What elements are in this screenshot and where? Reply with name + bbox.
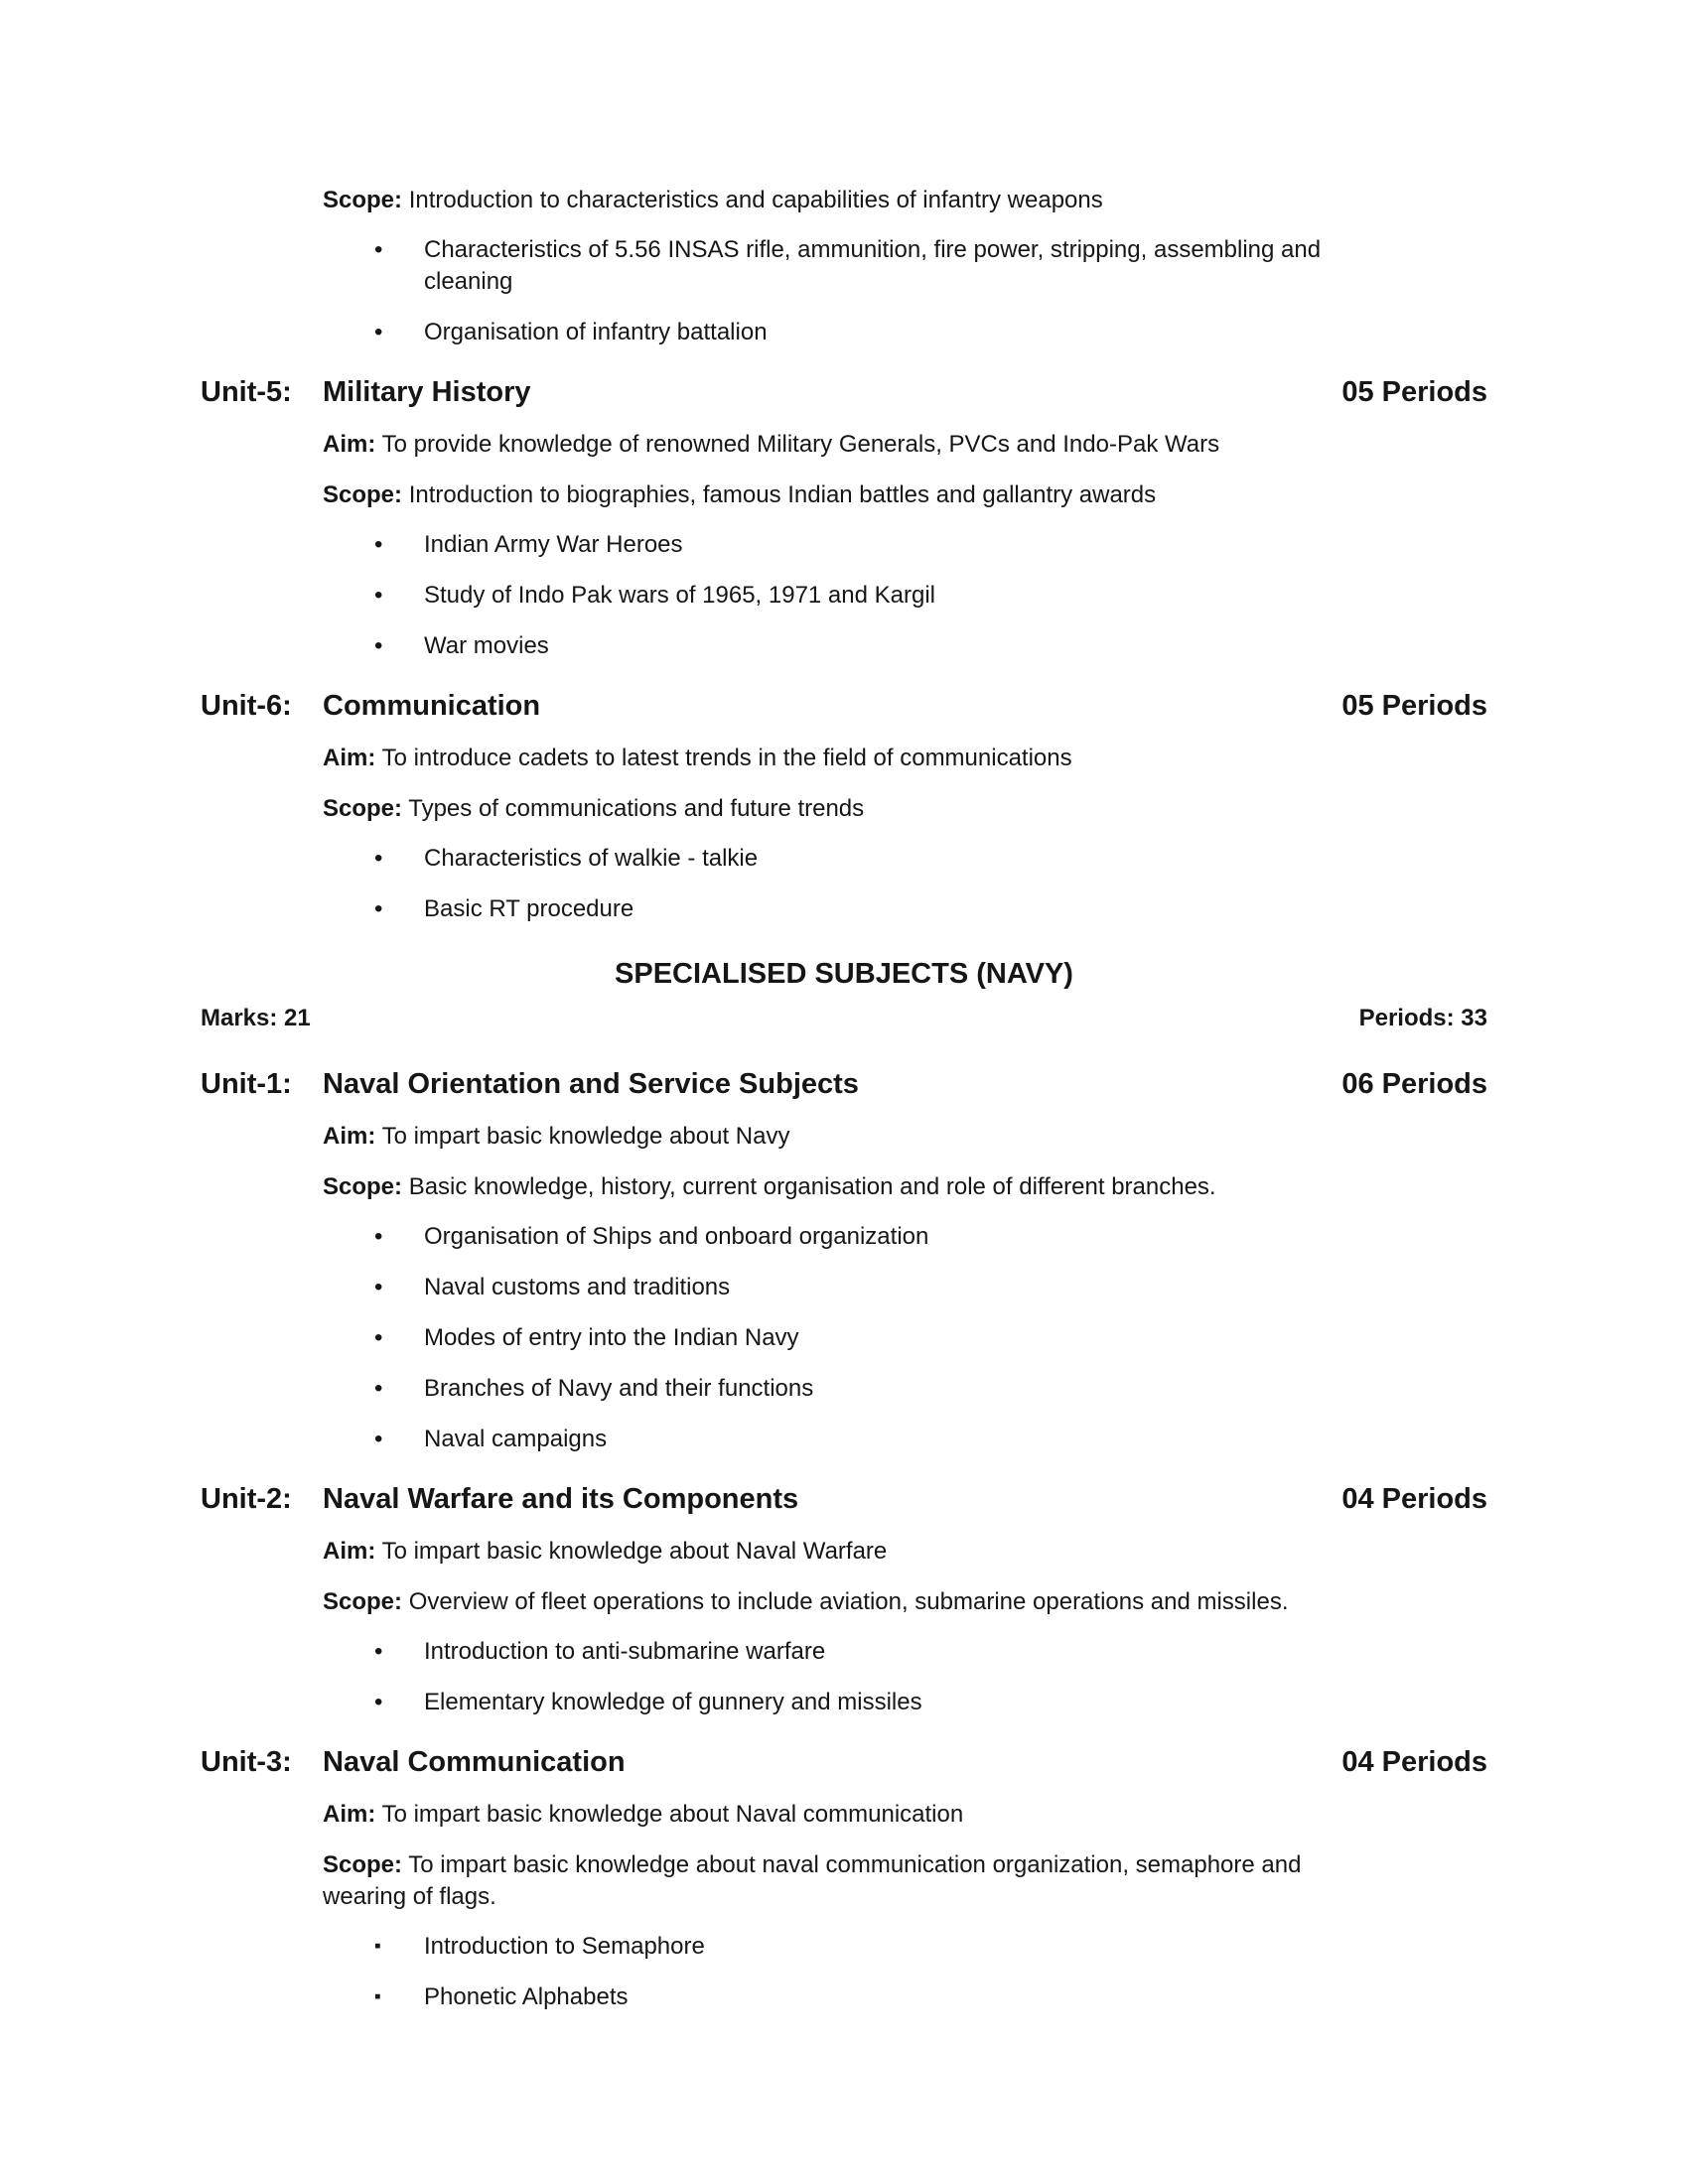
bullet-item (372, 843, 1487, 875)
bullet-text-line: Introduction to anti-submarine warfare (424, 1638, 826, 1665)
page-content (201, 0, 1487, 2013)
bullet-item (372, 893, 1487, 925)
unit-periods: 04 Periods (1341, 1746, 1487, 1778)
scope-text-line2: wearing of flags. (323, 1883, 496, 1910)
bullet-text-line: cleaning (424, 268, 513, 295)
scope-text: Types of communications and future trends (408, 795, 865, 822)
bullet-text-line: Indian Army War Heroes (424, 531, 683, 558)
bullet-text-line: Basic RT procedure (424, 895, 634, 922)
scope-label: Scope: (323, 481, 403, 508)
scope-paragraph (323, 185, 1487, 216)
marks-label: Marks: 21 (201, 1005, 311, 1031)
aim-label: Aim: (323, 431, 376, 458)
scope-paragraph (323, 793, 1487, 825)
unit-periods: 05 Periods (1341, 690, 1487, 722)
bullet-list (372, 843, 1487, 925)
scope-text: Introduction to characteristics and capabilities of infantry weapons (408, 187, 1103, 213)
bullet-item (372, 317, 1487, 348)
square-bullet-icon: ▪ (374, 1936, 381, 1957)
bullet-text-line: Introduction to Semaphore (424, 1933, 705, 1960)
aim-paragraph (323, 1799, 1487, 1831)
bullet-list (372, 234, 1487, 348)
unit-heading (201, 1066, 1487, 1102)
bullet-list (372, 1221, 1487, 1455)
bullet-item (372, 1424, 1487, 1455)
bullet-icon: • (374, 582, 383, 609)
section-title: SPECIALISED SUBJECTS (NAVY) (615, 958, 1073, 990)
aim-label: Aim: (323, 745, 376, 771)
unit-periods: 05 Periods (1341, 376, 1487, 408)
scope-label: Scope: (323, 1588, 403, 1615)
aim-label: Aim: (323, 1123, 376, 1150)
bullet-icon: • (374, 895, 383, 922)
bullet-item (372, 1687, 1487, 1718)
unit-periods: 04 Periods (1341, 1483, 1487, 1515)
bullet-text-line: Phonetic Alphabets (424, 1983, 629, 2010)
bullet-icon: • (374, 1223, 383, 1250)
unit-label: Unit-2: (201, 1483, 292, 1515)
aim-text: To impart basic knowledge about Naval Warfare (381, 1538, 888, 1565)
scope-label: Scope: (323, 187, 403, 213)
bullet-icon: • (374, 845, 383, 872)
scope-label: Scope: (323, 1851, 403, 1878)
aim-paragraph (323, 1121, 1487, 1153)
scope-text: Basic knowledge, history, current organisation and role of different branches. (408, 1173, 1216, 1200)
unit-title: Naval Warfare and its Components (323, 1483, 799, 1515)
scope-label: Scope: (323, 795, 403, 822)
aim-paragraph (323, 429, 1487, 461)
unit-heading (201, 1744, 1487, 1780)
bullet-icon: • (374, 632, 383, 659)
unit-label: Unit-5: (201, 376, 292, 408)
bullet-item (372, 580, 1487, 612)
unit-label: Unit-3: (201, 1746, 292, 1778)
aim-paragraph (323, 743, 1487, 774)
aim-text: To provide knowledge of renowned Military Generals, PVCs and Indo-Pak Wars (381, 431, 1220, 458)
bullet-icon: • (374, 1324, 383, 1351)
square-bullet-icon: ▪ (374, 1986, 381, 2007)
unit-label: Unit-6: (201, 690, 292, 722)
unit-heading (201, 1481, 1487, 1517)
unit-title: Naval Orientation and Service Subjects (323, 1068, 859, 1100)
bullet-text-line: Characteristics of 5.56 INSAS rifle, ammunition, fire power, stripping, assembling and (424, 236, 1322, 263)
bullet-icon: • (374, 236, 383, 263)
scope-paragraph (323, 1171, 1487, 1203)
scope-paragraph (323, 479, 1487, 511)
bullet-item (372, 1221, 1487, 1253)
aim-label: Aim: (323, 1801, 376, 1828)
bullet-icon: • (374, 319, 383, 345)
unit-title: Communication (323, 690, 541, 722)
aim-text: To introduce cadets to latest trends in the field of communications (381, 745, 1072, 771)
bullet-text-line: Elementary knowledge of gunnery and missiles (424, 1689, 922, 1715)
bullet-icon: • (374, 1689, 383, 1715)
unit-heading (201, 688, 1487, 724)
aim-text: To impart basic knowledge about Navy (381, 1123, 790, 1150)
bullet-text-line: Organisation of Ships and onboard organization (424, 1223, 929, 1250)
bullet-item (372, 1931, 1487, 1963)
periods-total-label: Periods: 33 (1358, 1005, 1487, 1031)
bullet-text-line: Organisation of infantry battalion (424, 319, 768, 345)
bullet-item (372, 1373, 1487, 1405)
bullet-item (372, 1322, 1487, 1354)
bullet-icon: • (374, 1375, 383, 1402)
bullet-item (372, 630, 1487, 662)
bullet-text-line: Branches of Navy and their functions (424, 1375, 814, 1402)
unit-label: Unit-1: (201, 1068, 292, 1100)
aim-text: To impart basic knowledge about Naval communication (381, 1801, 964, 1828)
bullet-text-line: Modes of entry into the Indian Navy (424, 1324, 799, 1351)
bullet-icon: • (374, 1274, 383, 1300)
bullet-item (372, 1636, 1487, 1668)
unit-heading (201, 374, 1487, 410)
bullet-list (372, 1636, 1487, 1718)
bullet-text-line: War movies (424, 632, 549, 659)
scope-paragraph (323, 1849, 1487, 1913)
unit-periods: 06 Periods (1341, 1068, 1487, 1100)
aim-label: Aim: (323, 1538, 376, 1565)
bullet-list (372, 1931, 1487, 2013)
bullet-icon: • (374, 531, 383, 558)
marks-periods-row (201, 1003, 1487, 1034)
bullet-icon: • (374, 1426, 383, 1452)
bullet-icon: • (374, 1638, 383, 1665)
scope-text: Introduction to biographies, famous Indian battles and gallantry awards (408, 481, 1157, 508)
bullet-text-line: Characteristics of walkie - talkie (424, 845, 759, 872)
bullet-list (372, 529, 1487, 662)
unit-title: Military History (323, 376, 531, 408)
bullet-text-line: Naval campaigns (424, 1426, 608, 1452)
bullet-item (372, 1981, 1487, 2013)
scope-paragraph (323, 1586, 1487, 1618)
bullet-item (372, 234, 1487, 298)
bullet-text-line: Naval customs and traditions (424, 1274, 731, 1300)
aim-paragraph (323, 1536, 1487, 1568)
scope-text: Overview of fleet operations to include aviation, submarine operations and missiles. (408, 1588, 1289, 1615)
bullet-item (372, 1272, 1487, 1303)
unit-title: Naval Communication (323, 1746, 626, 1778)
bullet-item (372, 529, 1487, 561)
bullet-text-line: Study of Indo Pak wars of 1965, 1971 and Kargil (424, 582, 936, 609)
scope-text: To impart basic knowledge about naval communication organization, semaphore and (408, 1851, 1302, 1878)
scope-label: Scope: (323, 1173, 403, 1200)
